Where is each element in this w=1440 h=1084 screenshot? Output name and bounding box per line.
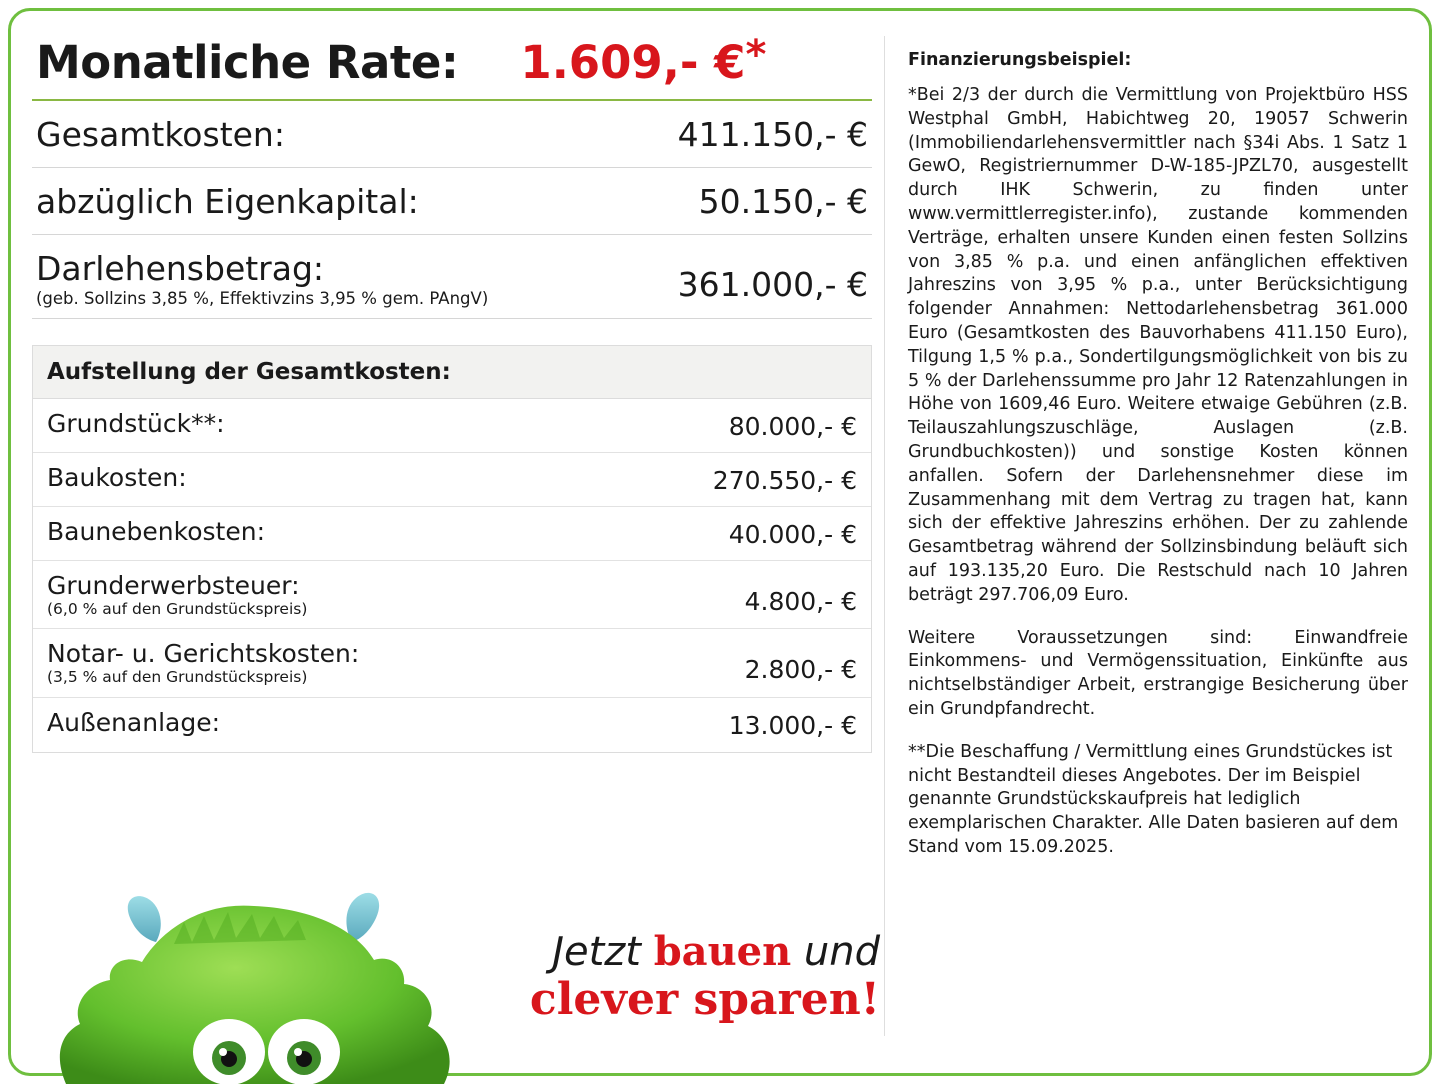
total-costs-label: Gesamtkosten: bbox=[36, 115, 285, 154]
disclaimer-heading: Finanzierungsbeispiel: bbox=[908, 50, 1132, 70]
equity-row bbox=[32, 168, 872, 235]
summary-panel bbox=[32, 32, 872, 753]
cost-breakdown-table bbox=[32, 345, 872, 753]
table-row bbox=[33, 698, 871, 752]
disclaimer-paragraph-3: **Die Beschaffung / Vermittlung eines Grundstückes ist nicht Bestandteil dieses Angebotes. Der im Beispiel genannte Grundstückskaufpreis hat lediglich exemplarischen Charakter. Alle Daten basieren auf dem Stand vom 15.09.2025. bbox=[908, 741, 1399, 857]
slogan-word-bauen: bauen bbox=[653, 928, 792, 975]
cost-row-sublabel: (6,0 % auf den Grundstückspreis) bbox=[47, 600, 308, 618]
cost-row-label bbox=[47, 572, 307, 618]
slogan-line-1 bbox=[440, 930, 880, 974]
disclaimer-paragraph-2: Weitere Voraussetzungen sind: Einwandfreie Einkommens- und Vermögenssituation, Einkünfte aus nichtselbständiger Arbeit, erstrangige Besicherung über ein Grundpfandrecht. bbox=[908, 627, 1408, 719]
cost-row-sublabel: (3,5 % auf den Grundstückspreis) bbox=[47, 668, 308, 687]
loan-amount-label bbox=[36, 249, 488, 308]
table-row bbox=[33, 507, 871, 561]
total-costs-value: 411.150,- € bbox=[677, 115, 868, 154]
slogan bbox=[440, 930, 880, 1024]
slogan-word-jetzt: Jetzt bbox=[552, 929, 654, 975]
cost-row-value: 2.800,- € bbox=[744, 655, 857, 685]
cost-row-label: Außenanlage: bbox=[47, 707, 221, 737]
cost-row-label-text: Grunderwerbsteuer: bbox=[47, 571, 300, 600]
disclaimer-panel bbox=[908, 50, 1408, 879]
cost-row-label: Baukosten: bbox=[47, 463, 187, 492]
monthly-rate-label: Monatliche Rate: bbox=[36, 36, 459, 89]
equity-value: 50.150,- € bbox=[698, 182, 868, 221]
disclaimer-paragraph-1: *Bei 2/3 der durch die Vermittlung von Projektbüro HSS Westphal GmbH, Habichtweg 20, 19057 Schwerin (Immobiliendarlehensvermittler nach §34i Abs. 1 Satz 1 GewO, Registriernummer D-W-185-JPZL70, ausgestellt durch IHK Schwerin, zu finden unter www.vermittlerregister.info), zustande kommenden Verträge, erhalten unsere Kunden einen festen Sollzins von 3,85 % p.a. und einen anfänglichen effektiven Jahreszins von 3,95 % p.a., unter Berücksichtigung folgender Annahmen: Nettodarlehensbetrag 361.000 Euro (Gesamtkosten des Bauvorhabens 411.150 Euro), Tilgung 1,5 % p.a., Sondertilgungsmöglichkeit von bis zu 5 % der Darlehenssumme pro Jahr 12 Ratenzahlungen in Höhe von 1609,46 Euro. Weitere etwaige Gebühren (z.B. Teilauszahlungszuschläge, Auslagen (z.B. Grundbuchkosten)) und sonstige Kosten können anfallen. Sofern der Darlehensnehmer diese im Zusammenhang mit dem Vertrag zu tragen hat, kann sich der effektive Jahreszins erhöhen. Der zu zahlende Gesamtbetrag während der Sollzinsbindung beläuft sich auf 193.135,20 Euro. Die Restschuld nach 10 Jahren beträgt 297.706,09 Euro. bbox=[908, 85, 1408, 605]
loan-amount-label-text: Darlehensbetrag: bbox=[36, 249, 325, 288]
monthly-rate-value: 1.609,- € bbox=[520, 36, 746, 89]
cost-breakdown-title: Aufstellung der Gesamtkosten: bbox=[47, 359, 451, 385]
table-row bbox=[33, 399, 871, 453]
loan-amount-sublabel: (geb. Sollzins 3,85 %, Effektivzins 3,95 % gem. PAngV) bbox=[36, 289, 489, 308]
loan-amount-row bbox=[32, 235, 872, 319]
slogan-line-2: clever sparen! bbox=[529, 974, 880, 1026]
table-row bbox=[33, 561, 871, 629]
cost-row-value: 40.000,- € bbox=[728, 520, 857, 549]
cost-row-label-text: Notar- u. Gerichtskosten: bbox=[47, 639, 360, 669]
table-row bbox=[33, 629, 871, 697]
slogan-word-und: und bbox=[791, 929, 880, 975]
cost-row-value: 80.000,- € bbox=[728, 412, 857, 441]
loan-amount-value: 361.000,- € bbox=[677, 265, 868, 304]
cost-row-value: 13.000,- € bbox=[728, 710, 857, 740]
cost-row-label: Baunebenkosten: bbox=[47, 517, 265, 546]
cost-row-label: Grundstück**: bbox=[47, 409, 225, 438]
cost-row-label bbox=[47, 640, 359, 686]
total-costs-row bbox=[32, 101, 872, 168]
table-row bbox=[33, 453, 871, 507]
cost-row-value: 4.800,- € bbox=[744, 586, 857, 616]
cost-breakdown-header bbox=[33, 346, 871, 399]
monthly-rate-row bbox=[32, 32, 872, 101]
column-divider bbox=[884, 36, 885, 1036]
equity-label: abzüglich Eigenkapital: bbox=[36, 182, 419, 221]
cost-row-value: 270.550,- € bbox=[712, 466, 857, 495]
monthly-rate-footnote-marker: * bbox=[745, 32, 767, 78]
